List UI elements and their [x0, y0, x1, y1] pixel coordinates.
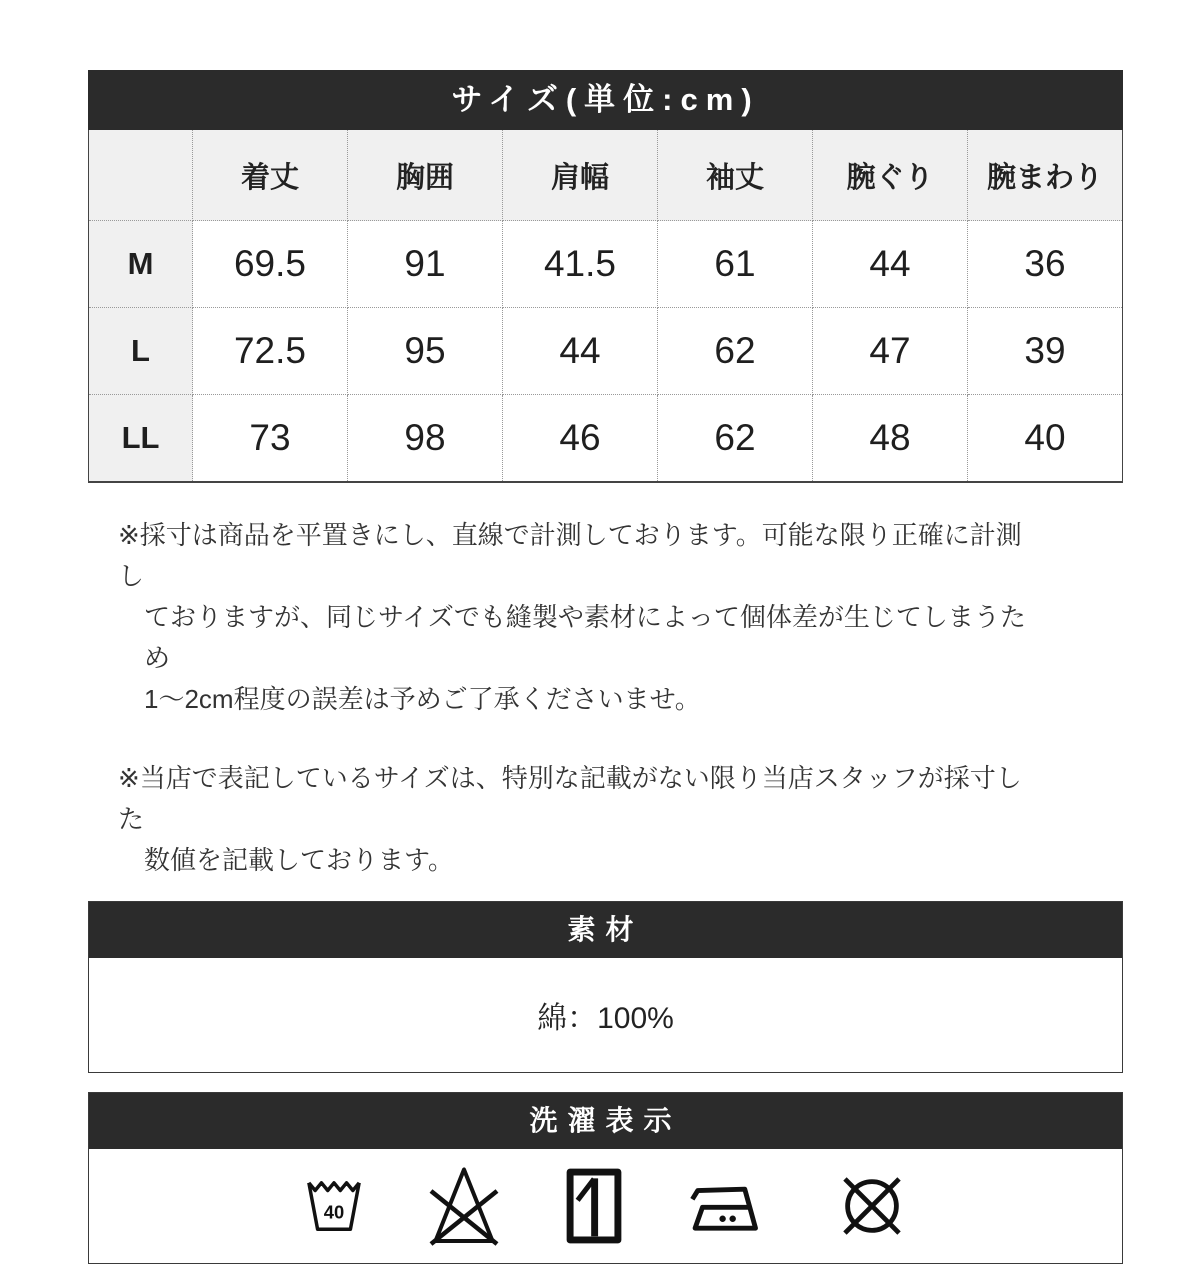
column-header: 腕ぐり — [813, 130, 968, 221]
material-title-bar — [89, 902, 1122, 958]
column-header: 肩幅 — [503, 130, 658, 221]
size-value-cell: 36 — [968, 221, 1123, 308]
size-value-cell: 48 — [813, 395, 968, 482]
material-body — [89, 958, 1122, 1072]
size-value-cell: 44 — [813, 221, 968, 308]
do-not-dry-clean-icon — [837, 1171, 907, 1241]
note-line: 1〜2cm程度の誤差は予めご了承くださいませ。 — [144, 683, 701, 714]
care-title-bar — [89, 1093, 1122, 1149]
care-icons-row — [89, 1149, 1122, 1263]
size-value-cell: 62 — [658, 395, 813, 482]
column-header: 胸囲 — [348, 130, 503, 221]
size-table-header-row — [89, 130, 1123, 221]
machine-wash-40-icon — [305, 1175, 363, 1237]
size-value-cell: 72.5 — [193, 308, 348, 395]
note-staff-measured — [118, 758, 1028, 881]
measurement-notes — [118, 515, 1028, 881]
size-value-cell: 47 — [813, 308, 968, 395]
column-header: 着丈 — [193, 130, 348, 221]
material-title: 素材 — [567, 913, 644, 945]
note-line: ※当店で表記しているサイズは、特別な記載がない限り当店スタッフが採寸した — [118, 762, 1022, 834]
care-title: 洗濯表示 — [529, 1104, 682, 1136]
table-row-size-ll — [89, 395, 1123, 482]
material-value: 綿：100% — [537, 1001, 674, 1035]
size-label: M — [89, 221, 193, 308]
do-not-bleach-icon — [427, 1164, 501, 1248]
size-chart-section — [88, 70, 1123, 483]
column-header: 袖丈 — [658, 130, 813, 221]
table-row-size-l — [89, 308, 1123, 395]
size-value-cell: 61 — [658, 221, 813, 308]
material-section — [88, 901, 1123, 1073]
size-chart-title-bar — [88, 70, 1123, 130]
size-value-cell: 95 — [348, 308, 503, 395]
size-value-cell: 46 — [503, 395, 658, 482]
note-measurement-accuracy — [118, 515, 1028, 720]
size-label: LL — [89, 395, 193, 482]
size-spec-page — [88, 70, 1123, 1264]
table-row-size-m — [89, 221, 1123, 308]
size-value-cell: 40 — [968, 395, 1123, 482]
size-value-cell: 41.5 — [503, 221, 658, 308]
size-value-cell: 98 — [348, 395, 503, 482]
size-label: L — [89, 308, 193, 395]
size-value-cell: 73 — [193, 395, 348, 482]
size-value-cell: 91 — [348, 221, 503, 308]
note-line: ておりますが、同じサイズでも縫製や素材によって個体差が生じてしまうため — [144, 601, 1026, 673]
size-chart-table — [88, 130, 1123, 483]
wash-temp-label: 40 — [323, 1201, 344, 1223]
note-line: ※採寸は商品を平置きにし、直線で計測しております。可能な限り正確に計測し — [118, 519, 1022, 591]
size-chart-title: サイズ(単位:cm) — [451, 82, 760, 117]
size-value-cell: 62 — [658, 308, 813, 395]
size-value-cell: 69.5 — [193, 221, 348, 308]
iron-medium-heat-icon — [687, 1179, 773, 1233]
size-value-cell: 39 — [968, 308, 1123, 395]
note-line: 数値を記載しております。 — [144, 844, 454, 875]
line-dry-in-shade-icon — [565, 1167, 623, 1245]
size-value-cell: 44 — [503, 308, 658, 395]
care-label-section — [88, 1092, 1123, 1264]
column-header: 腕まわり — [968, 130, 1123, 221]
corner-cell — [89, 130, 193, 221]
